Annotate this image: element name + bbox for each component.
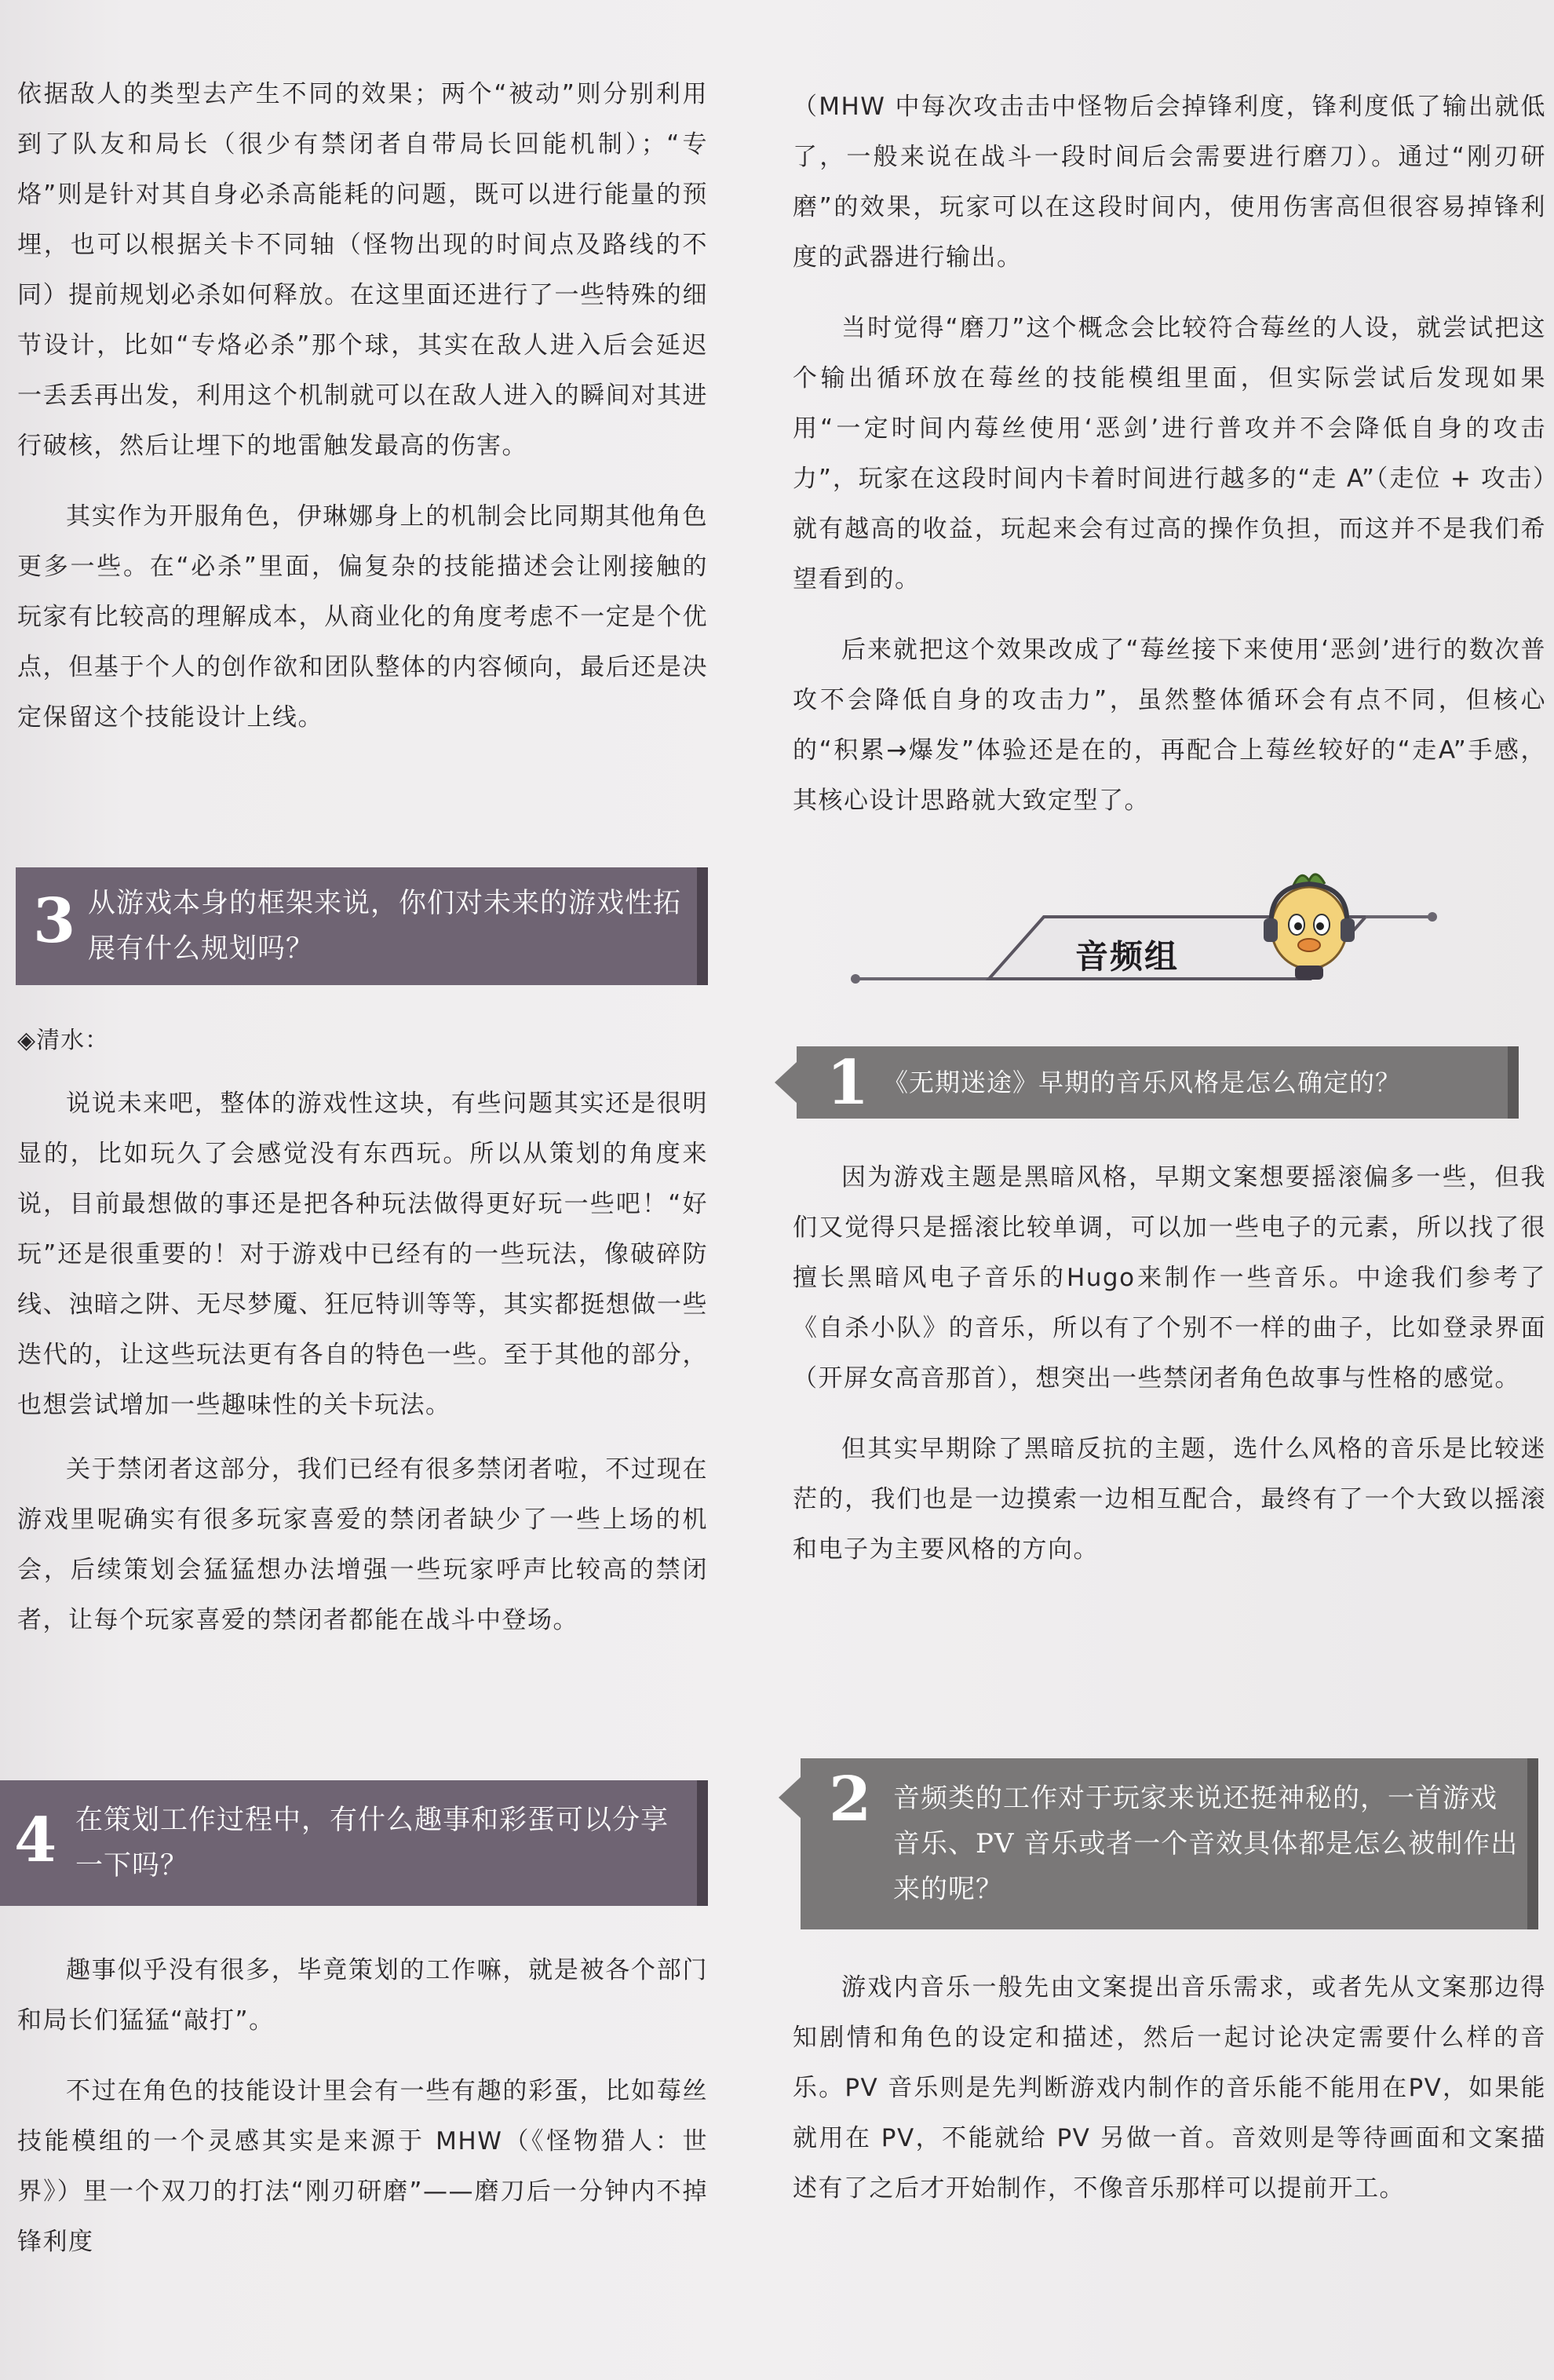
speaker-label: ◈清水： bbox=[17, 1027, 110, 1054]
paragraph: 依据敌人的类型去产生不同的效果；两个“被动”则分别利用到了队友和局长（很少有禁闭者自带局长回能机制）；“专烙”则是针对其自身必杀高能耗的问题，既可以进行能量的预埋，也可以根据关卡不同轴（怪物出现的时间点及路线的不同）提前规划必杀如何释放。在这里面还进行了一些特殊的细节设计，比如“专烙必杀”那个球，其实在敌人进入后会延迟一丢丢再出发，利用这个机制就可以在敌人进入的瞬间对其进行破核，然后让埋下的地雷触发最高的伤害。 bbox=[17, 80, 708, 460]
left-q4-answer bbox=[17, 1945, 708, 2267]
banner-edge bbox=[1527, 1758, 1538, 1929]
paragraph: 趣事似乎没有很多，毕竟策划的工作嘛，就是被各个部门和局长们猛猛“敲打”。 bbox=[17, 1956, 708, 2035]
right-intro bbox=[793, 82, 1546, 826]
question-text: 音频类的工作对于玩家来说还挺神秘的，一首游戏音乐、PV 音乐或者一个音效具体都是怎么被制作出来的呢？ bbox=[893, 1783, 1519, 1905]
question-number: 3 bbox=[33, 885, 76, 957]
paragraph: 因为游戏主题是黑暗风格，早期文案想要摇滚偏多一些，但我们又觉得只是摇滚比较单调，可以加一些电子的元素，所以找了很擅长黑暗风电子音乐的Hugo来制作一些音乐。中途我们参考了《自杀小队》的音乐，所以有了个别不一样的曲子，比如登录界面（开屏女高音那首），想突出一些禁闭者角色故事与性格的感觉。 bbox=[793, 1163, 1546, 1393]
question-banner-3 bbox=[16, 867, 708, 985]
paragraph: 后来就把这个效果改成了“莓丝接下来使用‘恶剑’进行的数次普攻不会降低自身的攻击力”，虽然整体循环会有点不同，但核心的“积累→爆发”体验还是在的，再配合上莓丝较好的“走A”手感，其核心设计思路就大致定型了。 bbox=[793, 636, 1546, 815]
question-text: 从游戏本身的框架来说，你们对未来的游戏性拓展有什么规划吗？ bbox=[88, 888, 682, 965]
question-text: 《无期迷途》早期的音乐风格是怎么确定的？ bbox=[883, 1068, 1402, 1097]
paragraph: 但其实早期除了黑暗反抗的主题，选什么风格的音乐是比较迷茫的，我们也是一边摸索一边相互配合，最终有了一个大致以摇滚和电子为主要风格的方向。 bbox=[793, 1435, 1546, 1564]
mascot-headphones-icon bbox=[1246, 863, 1372, 981]
audio-question-banner-2 bbox=[801, 1758, 1538, 1929]
section-title: 音频组 bbox=[1075, 937, 1180, 976]
banner-edge bbox=[697, 1780, 708, 1906]
section-banner-audio bbox=[848, 863, 1460, 989]
right-aq2-answer bbox=[793, 1962, 1546, 2214]
paragraph: 游戏内音乐一般先由文案提出音乐需求，或者先从文案那边得知剧情和角色的设定和描述，然后一起讨论决定需要什么样的音乐。PV 音乐则是先判断游戏内制作的音乐能不能用在PV，如果能就用在 PV，不能就给 PV 另做一首。音效则是等待画面和文案描述有了之后才开始制作，不像音乐那样可以提前开工。 bbox=[793, 1973, 1546, 2203]
paragraph: 其实作为开服角色，伊琳娜身上的机制会比同期其他角色更多一些。在“必杀”里面，偏复杂的技能描述会让刚接触的玩家有比较高的理解成本，从商业化的角度考虑不一定是个优点，但基于个人的创作欲和团队整体的内容倾向，最后还是决定保留这个技能设计上线。 bbox=[17, 502, 708, 732]
left-intro bbox=[17, 69, 708, 743]
question-number: 2 bbox=[829, 1764, 872, 1835]
question-banner-4 bbox=[0, 1780, 708, 1906]
question-number: 1 bbox=[826, 1047, 870, 1119]
question-text: 在策划工作过程中，有什么趣事和彩蛋可以分享一下吗？ bbox=[75, 1805, 669, 1882]
banner-notch bbox=[775, 1062, 797, 1103]
audio-question-banner-1 bbox=[797, 1046, 1519, 1119]
banner-edge bbox=[697, 867, 708, 985]
paragraph: 关于禁闭者这部分，我们已经有很多禁闭者啦，不过现在游戏里呢确实有很多玩家喜爱的禁闭者缺少了一些上场的机会，后续策划会猛猛想办法增强一些玩家呼声比较高的禁闭者，让每个玩家喜爱的禁闭者都能在战斗中登场。 bbox=[17, 1455, 708, 1634]
banner-notch bbox=[779, 1777, 801, 1818]
banner-edge bbox=[1508, 1046, 1519, 1119]
left-q3-answer bbox=[17, 1079, 708, 1645]
question-number: 4 bbox=[14, 1805, 57, 1876]
paragraph: 当时觉得“磨刀”这个概念会比较符合莓丝的人设，就尝试把这个输出循环放在莓丝的技能模组里面，但实际尝试后发现如果用“一定时间内莓丝使用‘恶剑’进行普攻并不会降低自身的攻击力”，玩家在这段时间内卡着时间进行越多的“走 A”（走位 + 攻击）就有越高的收益，玩起来会有过高的操作负担，而这并不是我们希望看到的。 bbox=[793, 314, 1546, 593]
right-aq1-answer bbox=[793, 1152, 1546, 1575]
paragraph: （MHW 中每次攻击击中怪物后会掉锋利度，锋利度低了输出就低了，一般来说在战斗一段时间后会需要进行磨刀）。通过“刚刃研磨”的效果，玩家可以在这段时间内，使用伤害高但很容易掉锋利度的武器进行输出。 bbox=[793, 93, 1546, 272]
paragraph: 说说未来吧，整体的游戏性这块，有些问题其实还是很明显的，比如玩久了会感觉没有东西玩。所以从策划的角度来说，目前最想做的事还是把各种玩法做得更好玩一些吧！“好玩”还是很重要的！对于游戏中已经有的一些玩法，像破碎防线、浊暗之阱、无尽梦魇、狂厄特训等等，其实都挺想做一些迭代的，让这些玩法更有各自的特色一些。至于其他的部分，也想尝试增加一些趣味性的关卡玩法。 bbox=[17, 1090, 708, 1419]
paragraph: 不过在角色的技能设计里会有一些有趣的彩蛋，比如莓丝技能模组的一个灵感其实是来源于 MHW（《怪物猎人：世界》）里一个双刀的打法“刚刃研磨”——磨刀后一分钟内不掉锋利度 bbox=[17, 2077, 708, 2256]
